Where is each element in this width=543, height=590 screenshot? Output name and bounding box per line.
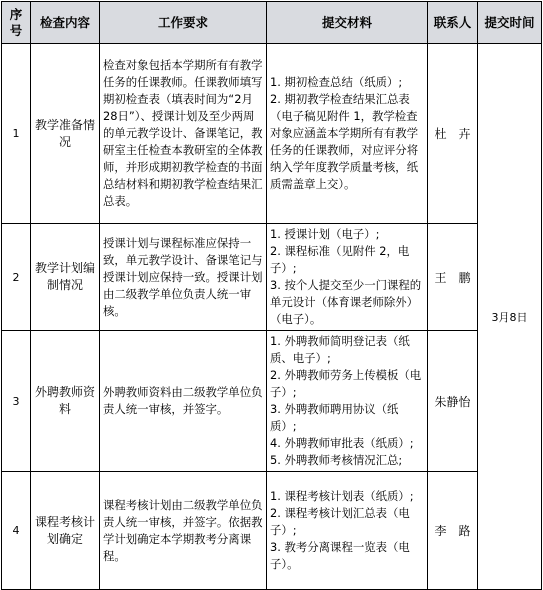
header-materials: 提交材料: [267, 2, 428, 44]
row-contact: 朱静怡: [428, 331, 478, 472]
table-row: [2, 331, 542, 472]
header-row: [2, 2, 542, 44]
row-item: 课程考核计划确定: [31, 472, 100, 590]
material-line: 3. 教考分离课程一览表（电子）。: [270, 540, 410, 571]
header-item: 检查内容: [31, 2, 100, 44]
row-materials: [267, 44, 428, 224]
row-requirement: 课程考核计划由二级教学单位负责人统一审核，并签字。依据教学计划确定本学期教考分离课程。: [100, 472, 267, 590]
row-materials: [267, 224, 428, 331]
material-line: 2. 课程考核计划汇总表（电子）;: [270, 506, 410, 537]
row-requirement: 检查对象包括本学期所有有教学任务的任课教师。任课教师填写期初检查表（填表时间为“2月28日”）、授课计划及至少两周的单元教学设计、备课笔记，教研室主任检查本教研室的全体教师，并形成期初教学检查的书面总结材料和期初教学检查结果汇总表。: [100, 44, 267, 224]
material-line: 5. 外聘教师考核情况汇总;: [270, 453, 403, 467]
table-row: [2, 224, 542, 331]
row-item: 外聘教师资料: [31, 331, 100, 472]
row-serial: 4: [2, 472, 31, 590]
row-item: 教学准备情况: [31, 44, 100, 224]
header-contact: 联系人: [428, 2, 478, 44]
row-contact: 李 路: [428, 472, 478, 590]
material-line: 3. 按个人提交至少一门课程的单元设计（体育课老师除外）（电子）。: [270, 278, 422, 326]
material-line: 3. 外聘教师聘用协议（纸质）;: [270, 402, 399, 433]
inspection-table: [1, 1, 542, 590]
header-serial: 序号: [2, 2, 31, 44]
row-materials: [267, 331, 428, 472]
material-line: 4. 外聘教师审批表（纸质）;: [270, 436, 414, 450]
table-row: [2, 44, 542, 224]
row-contact: 杜 卉: [428, 44, 478, 224]
row-contact: 王 鹏: [428, 224, 478, 331]
material-line: 2. 期初教学检查结果汇总表（电子稿见附件 1，教学检查对象应涵盖本学期所有有教学任务的任课教师，对应评分将纳入学年度教学质量考核，纸质需盖章上交）。: [270, 92, 419, 191]
row-serial: 1: [2, 44, 31, 224]
material-line: 1. 课程考核计划表（纸质）;: [270, 489, 414, 503]
deadline-cell: 3月8日: [478, 44, 542, 590]
row-requirement: 授课计划与课程标准应保持一致，单元教学设计、备课笔记与授课计划应保持一致。授课计划由二级教学单位负责人统一审核。: [100, 224, 267, 331]
row-requirement: 外聘教师资料由二级教学单位负责人统一审核，并签字。: [100, 331, 267, 472]
row-serial: 3: [2, 331, 31, 472]
table-row: [2, 472, 542, 590]
material-line: 1. 授课计划（电子）;: [270, 227, 380, 241]
header-deadline: 提交时间: [478, 2, 542, 44]
row-serial: 2: [2, 224, 31, 331]
row-item: 教学计划编制情况: [31, 224, 100, 331]
material-line: 2. 课程标准（见附件 2，电子）;: [270, 244, 410, 275]
material-line: 2. 外聘教师劳务上传模板（电子）;: [270, 368, 422, 399]
header-requirement: 工作要求: [100, 2, 267, 44]
material-line: 1. 外聘教师简明登记表（纸质、电子）;: [270, 334, 410, 365]
row-materials: [267, 472, 428, 590]
material-line: 1. 期初检查总结（纸质）;: [270, 75, 403, 89]
